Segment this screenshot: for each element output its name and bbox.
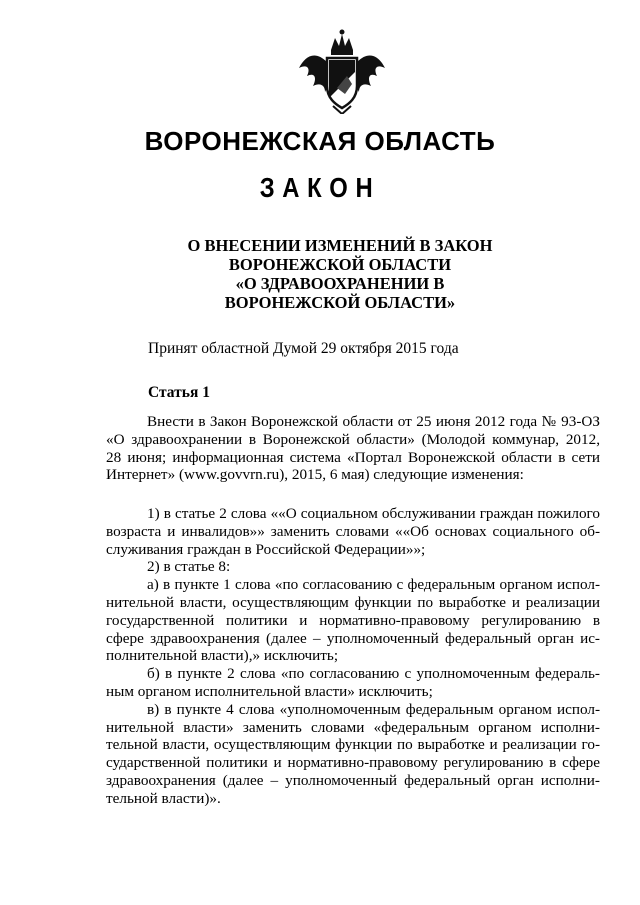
text-line: б) в пункте 2 слова «по согласованию с уполномоченным федераль-: [147, 665, 600, 683]
document-type-title: ЗАКОН: [259, 172, 381, 203]
text-line: 28 июня; информационная система «Портал Воронежской области в сети: [106, 448, 600, 466]
text-line: полнительной власти),» исключить;: [106, 647, 339, 665]
coat-of-arms-icon: [297, 28, 387, 114]
text-line: 1) в статье 2 слова ««О социальном обслуживании граждан пожилого: [147, 505, 600, 522]
text-line: Интернет» (www.govvrn.ru), 2015, 6 мая) следующие изменения:: [106, 466, 524, 484]
law-title-line: ВОРОНЕЖСКОЙ ОБЛАСТИ: [228, 255, 452, 274]
amendment-items: [106, 505, 600, 808]
text-line: Внести в Закон Воронежской области от 25 июня 2012 года № 93-ОЗ: [147, 413, 600, 430]
text-line: служивания граждан в Российской Федерации»»;: [106, 540, 426, 558]
text-line: сфере здравоохранения (далее – уполномоченный федеральный орган ис-: [106, 629, 600, 647]
text-line: сударственной политики и нормативно-правовому регулированию в сфере: [106, 754, 600, 772]
text-line: «О здравоохранении в Воронежской области» (Молодой коммунар, 2012,: [106, 430, 600, 448]
text-line: государственной политики и нормативно-правовому регулированию в: [106, 611, 600, 629]
text-line: возраста и инвалидов»» заменить словами ««Об основах социального об-: [106, 522, 600, 540]
article-intro: [106, 413, 600, 484]
text-line: тельной власти, осуществляющим функции по выработке и реализации го-: [106, 736, 600, 754]
text-line: в) в пункте 4 слова «уполномоченным федеральным органом испол-: [147, 700, 600, 718]
law-title-line: ВОРОНЕЖСКОЙ ОБЛАСТИ»: [224, 293, 456, 312]
text-line: нительной власти» заменить словами «федеральным органом исполни-: [106, 718, 600, 736]
text-line: тельной власти)».: [106, 789, 221, 807]
text-line: а) в пункте 1 слова «по согласованию с федеральным органом испол-: [147, 576, 600, 594]
law-title-line: О ВНЕСЕНИИ ИЗМЕНЕНИЙ В ЗАКОН: [187, 236, 493, 255]
adoption-date: Принят областной Думой 29 октября 2015 года: [148, 340, 459, 357]
law-title: [150, 236, 530, 312]
article-heading: Статья 1: [148, 384, 210, 401]
law-title-line: «О ЗДРАВООХРАНЕНИИ В: [235, 274, 445, 293]
text-line: ным органом исполнительной власти» исключить;: [106, 682, 433, 700]
text-line: нительной власти, осуществляющим функции по выработке и реализации: [106, 593, 600, 611]
text-line: 2) в статье 8:: [147, 558, 231, 576]
text-line: здравоохранения (далее – уполномоченный федеральный орган исполни-: [106, 771, 600, 789]
region-title: ВОРОНЕЖСКАЯ ОБЛАСТЬ: [144, 126, 496, 156]
